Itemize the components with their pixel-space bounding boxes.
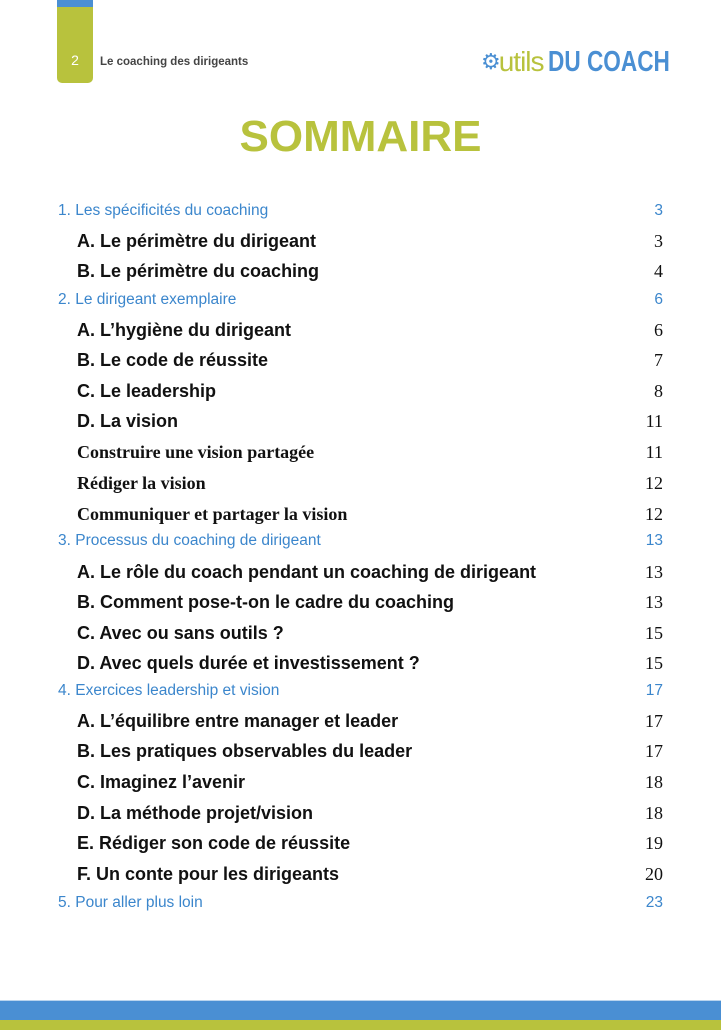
toc-entry[interactable] <box>0 741 721 765</box>
toc-entry-page: 11 <box>645 411 663 431</box>
page-title: SOMMAIRE <box>239 112 482 161</box>
toc-entry-page: 15 <box>645 653 663 673</box>
toc-entry-page: 17 <box>645 682 663 699</box>
page-tab-accent <box>57 0 93 7</box>
toc-entry[interactable] <box>0 350 721 374</box>
logo-du-coach: DU COACH <box>547 45 670 78</box>
toc-entry-page: 11 <box>645 442 663 462</box>
toc-entry[interactable] <box>0 504 721 528</box>
toc-entry[interactable] <box>0 381 721 405</box>
toc-entry[interactable] <box>0 532 721 556</box>
toc-entry-label: A. L’hygiène du dirigeant <box>77 320 292 340</box>
toc-entry[interactable] <box>0 833 721 857</box>
toc-entry-label: Communiquer et partager la vision <box>77 504 348 524</box>
page-tab <box>57 0 93 83</box>
toc-entry-page: 15 <box>645 623 663 643</box>
gear-icon: ⚙ <box>481 49 501 74</box>
running-title: Le coaching des dirigeants <box>100 56 249 68</box>
page-number: 2 <box>71 52 79 68</box>
toc-entry-label: Construire une vision partagée <box>77 442 315 462</box>
toc-entry-page: 6 <box>654 291 663 308</box>
toc-entry-page: 3 <box>654 231 663 251</box>
toc-entry-label: 4. Exercices leadership et vision <box>58 682 280 699</box>
toc-entry[interactable] <box>0 473 721 497</box>
toc-entry-page: 6 <box>654 320 663 340</box>
toc-entry-label: F. Un conte pour les dirigeants <box>77 864 340 884</box>
toc-entry[interactable] <box>0 320 721 344</box>
toc-entry-label: A. Le périmètre du dirigeant <box>77 231 317 251</box>
toc-entry[interactable] <box>0 231 721 255</box>
toc-entry[interactable] <box>0 623 721 647</box>
toc-entry-page: 17 <box>645 711 663 731</box>
toc-entry-label: C. Le leadership <box>77 381 217 401</box>
toc-entry-label: B. Le code de réussite <box>77 350 269 370</box>
toc-entry-page: 18 <box>645 803 663 823</box>
toc-entry-page: 4 <box>654 261 663 281</box>
toc-entry-page: 13 <box>645 592 663 612</box>
toc-entry-label: 3. Processus du coaching de dirigeant <box>58 532 321 549</box>
toc-entry[interactable] <box>0 411 721 435</box>
footer-bar-blue <box>0 1000 721 1021</box>
toc-entry-label: D. La vision <box>77 411 179 431</box>
toc-entry-label: 2. Le dirigeant exemplaire <box>58 291 237 308</box>
toc-entry-page: 3 <box>654 202 663 219</box>
toc-entry[interactable] <box>0 803 721 827</box>
toc-entry-page: 20 <box>645 864 663 884</box>
toc-entry[interactable] <box>0 202 721 226</box>
toc-entry-label: C. Avec ou sans outils ? <box>77 623 284 643</box>
toc-entry-label: A. L’équilibre entre manager et leader <box>77 711 399 731</box>
toc-entry-page: 13 <box>645 562 663 582</box>
toc-entry-page: 13 <box>645 532 663 549</box>
toc-entry-label: B. Le périmètre du coaching <box>77 261 320 281</box>
toc-entry[interactable] <box>0 711 721 735</box>
toc-entry[interactable] <box>0 261 721 285</box>
toc-entry-label: A. Le rôle du coach pendant un coaching de dirigeant <box>77 562 537 582</box>
footer-bar-green <box>0 1020 721 1030</box>
toc-entry-page: 12 <box>645 504 663 524</box>
logo <box>481 44 704 80</box>
toc-entry[interactable] <box>0 291 721 315</box>
toc-entry[interactable] <box>0 442 721 466</box>
toc-entry-page: 8 <box>654 381 663 401</box>
toc-entry-page: 7 <box>654 350 663 370</box>
toc-entry-label: C. Imaginez l’avenir <box>77 772 246 792</box>
toc-entry-page: 12 <box>645 473 663 493</box>
toc-entry-label: 1. Les spécificités du coaching <box>58 202 269 219</box>
toc-entry-label: D. La méthode projet/vision <box>77 803 314 823</box>
logo-outils: utils <box>498 46 544 77</box>
toc-entry-page: 18 <box>645 772 663 792</box>
toc-entry-label: E. Rédiger son code de réussite <box>77 833 351 853</box>
toc-entry[interactable] <box>0 864 721 888</box>
toc-entry-label: B. Les pratiques observables du leader <box>77 741 413 761</box>
toc-entry[interactable] <box>0 562 721 586</box>
toc-entry-label: B. Comment pose-t-on le cadre du coaching <box>77 592 455 612</box>
toc-entry-page: 17 <box>645 741 663 761</box>
toc-entry-label: D. Avec quels durée et investissement ? <box>77 653 420 673</box>
toc-entry-label: Rédiger la vision <box>77 473 206 493</box>
toc-entry[interactable] <box>0 682 721 706</box>
toc-entry[interactable] <box>0 772 721 796</box>
toc-entry[interactable] <box>0 894 721 918</box>
toc-entry-label: 5. Pour aller plus loin <box>58 894 203 911</box>
toc-entry-page: 23 <box>645 894 663 911</box>
toc-entry-page: 19 <box>645 833 663 853</box>
toc-entry[interactable] <box>0 592 721 616</box>
toc-entry[interactable] <box>0 653 721 677</box>
